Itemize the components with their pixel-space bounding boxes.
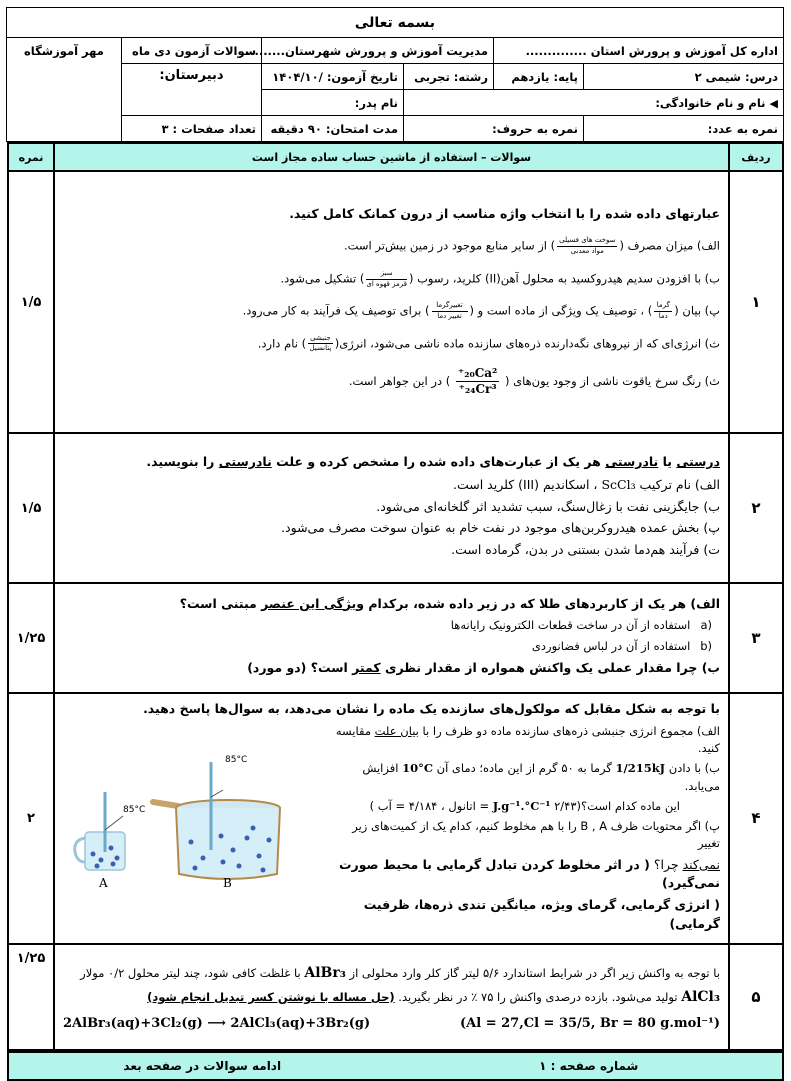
question-number: ۴ bbox=[729, 693, 783, 944]
item-a: الف) نام ترکیب ScCl₃ ، اسکاندیم (III) کلرید است. bbox=[453, 476, 720, 492]
exam-page bbox=[7, 7, 784, 1081]
question-row-5 bbox=[8, 944, 783, 1050]
reaction-equation: 2AlBr₃(aq)+3Cl₂(g) ⟶ 2AlCl₃(aq)+3Br₂(g) bbox=[63, 1015, 371, 1031]
choice-fraction[interactable]: $\frac{\text{سبز}}{\text{قرمز قهوه ای}}$ bbox=[366, 268, 407, 288]
problem-line-2: AlCl₃ تولید می‌شود. بازده درصدی واکنش را ۷۵ ٪ در نظر بگیرید. (حل مساله با نوشتن کسر تبدیل انجام شود) bbox=[147, 988, 720, 1005]
choice-fraction[interactable]: $\frac{\text{جنبشی}}{\text{پتانسیل}}$ bbox=[309, 333, 332, 353]
question-body bbox=[54, 944, 729, 1050]
student-name-label: نام و نام خانوادگی: bbox=[655, 95, 766, 110]
questions-table bbox=[7, 142, 784, 1051]
course-field: درس: شیمی ۲ bbox=[584, 64, 784, 90]
score-number-field[interactable]: نمره به عدد: bbox=[584, 116, 784, 142]
exam-title: سوالات آزمون دی ماه bbox=[122, 38, 262, 64]
question-body bbox=[54, 693, 729, 944]
option-b: b) استفاده از آن در لباس فضانوردی bbox=[531, 638, 712, 653]
item-b-choices: این ماده کدام است؟(J.g⁻¹.°C⁻¹ ۲/۴۳ = اتانول ، ۴/۱۸۴ = آب ) bbox=[369, 798, 680, 813]
item-t: ت) فرآیند هم‌دما شدن بستنی در بدن، گرماده است. bbox=[451, 542, 720, 558]
page-number: شماره صفحه : ۱ bbox=[396, 1052, 784, 1080]
item-b: ب) با دادن 1/215kJ گرما به ۵۰ گرم از این ماده؛ دمای آن 10°C افزایش می‌یابد. bbox=[362, 761, 720, 793]
pot-b bbox=[153, 762, 280, 879]
question-row-1 bbox=[8, 171, 783, 433]
questions-column-header: سوالات – استفاده از ماشین حساب ساده مجاز است bbox=[54, 143, 729, 171]
option-a: a) استفاده از آن در ساخت قطعات الکترونیک رایانه‌ها bbox=[450, 618, 712, 633]
question-score: ۱/۲۵ bbox=[8, 944, 54, 1050]
item-p: پ) اگر محتویات ظرف B , A را با هم مخلوط کنیم، کدام یک از کمیت‌های زیر تغییر bbox=[352, 819, 720, 851]
item-b: ب) جایگزینی نفت با زغال‌سنگ، سبب تشدید اثر گلخانه‌ای می‌شود. bbox=[376, 498, 720, 514]
question-number: ۲ bbox=[729, 433, 783, 583]
exam-header bbox=[6, 7, 784, 142]
question-row-4 bbox=[8, 693, 783, 944]
item-b: ب) با افزودن سدیم هیدروکسید به محلول آهن(II) کلرید، رسوب ( $\frac{\text{سبز}}{\text{قرمز قهوه ای}}$ ) تشکیل می‌شود. bbox=[280, 268, 720, 288]
containers-illustration bbox=[63, 732, 303, 892]
question-score: ۲ bbox=[8, 693, 54, 944]
pointer-triangle-icon: ◀ bbox=[769, 96, 778, 110]
item-th: ث) رنگ سرخ یاقوت ناشی از وجود یون‌های ( $\frac{\text{₂₀Ca²⁺}}{\text{₂₄Cr³⁺}}$ ) در این جواهر است. bbox=[348, 365, 720, 397]
temperature-label-a: 85°C bbox=[123, 805, 146, 815]
item-t: ث) انرژی‌ای که از نیروهای نگه‌دارنده ذره‌های سازنده ماده ناشی می‌شود، انرژی( $\frac{\text{جنبشی}}{\text{پتانسیل}}$ ) نام دارد. bbox=[257, 333, 720, 353]
province-office: اداره کل آموزش و پرورش استان .............. bbox=[494, 38, 784, 64]
row-column-header: ردیف bbox=[729, 143, 783, 171]
mug-a bbox=[75, 792, 125, 870]
question-number: ۱ bbox=[729, 171, 783, 433]
score-words-field[interactable]: نمره به حروف: bbox=[404, 116, 584, 142]
school-name-field: دبیرستان: bbox=[122, 64, 262, 116]
part-a-title: الف) هر یک از کاربردهای طلا که در زیر داده شده، برکدام ویژگی این عنصر مبتنی است؟ bbox=[179, 595, 720, 611]
question-title: با توجه به شکل مقابل که مولکول‌های سازنده یک ماده را نشان می‌دهد، به سوال‌ها پاسخ دهید. bbox=[143, 701, 720, 716]
part-b-title: ب) چرا مقدار عملی یک واکنش همواره از مقدار نظری کمتر است؟ (دو مورد) bbox=[247, 659, 720, 675]
reaction-equation-row bbox=[63, 1014, 720, 1034]
header-title: بسمه تعالی bbox=[6, 8, 783, 38]
question-body bbox=[54, 171, 729, 433]
choice-fraction[interactable]: $\frac{\text{گرما}}{\text{دما}}$ bbox=[654, 302, 672, 320]
page-count: تعداد صفحات : ۳ bbox=[122, 116, 262, 142]
problem-line-1: با توجه به واکنش زیر اگر در شرایط استاندارد ۵/۶ لیتر گاز کلر وارد محلولی از AlBr₃ با غلظت کافی شود، چند لیتر محلول ۰/۲ مولار bbox=[80, 964, 720, 981]
city-office: مدیریت آموزش و پرورش شهرستان......... bbox=[262, 38, 494, 64]
score-column-header: نمره bbox=[8, 143, 54, 171]
question-number: ۵ bbox=[729, 944, 783, 1050]
choice-fraction[interactable]: $\frac{\text{سوخت های فسیلی}}{\text{مواد معدنی}}$ bbox=[559, 236, 616, 256]
question-title: عبارتهای داده شده را با انتخاب واژه مناسب از درون کمانک کامل کنید. bbox=[289, 205, 720, 221]
question-row-2 bbox=[8, 433, 783, 583]
question-number: ۳ bbox=[729, 583, 783, 693]
item-p: پ) بخش عمده هیدروکربن‌های موجود در نفت خام به عنوان سوخت مصرف می‌شود. bbox=[281, 520, 720, 536]
options-list bbox=[63, 617, 720, 655]
grade-field: پایه: یازدهم bbox=[494, 64, 584, 90]
item-p-cont: نمی‌کند چرا؟ ( در اثر مخلوط کردن تبادل گرمایی با محیط صورت نمی‌گیرد) bbox=[338, 856, 720, 891]
question-body bbox=[54, 433, 729, 583]
question-score: ۱/۲۵ bbox=[8, 583, 54, 693]
question-body bbox=[54, 583, 729, 693]
school-stamp: مهر آموزشگاه bbox=[6, 38, 121, 142]
item-p-options: ( انرژی گرمایی، گرمای ویژه، میانگین تندی ذره‌ها، ظرفیت گرمایی) bbox=[363, 897, 720, 931]
question-score: ۱/۵ bbox=[8, 171, 54, 433]
exam-duration: مدت امتحان: ۹۰ دقیقه bbox=[262, 116, 404, 142]
container-label-b: B bbox=[223, 876, 232, 890]
father-name-field[interactable]: نام پدر: bbox=[262, 90, 404, 116]
temperature-label-b: 85°C bbox=[225, 755, 248, 765]
choice-fraction[interactable]: $\frac{\text{تغییرگرما}}{\text{تغییر دما}}$ bbox=[432, 302, 468, 320]
student-name-field[interactable] bbox=[404, 90, 784, 116]
study-field: رشته: تجربی bbox=[404, 64, 494, 90]
molar-masses: (Al = 27,Cl = 35/5, Br = 80 g.mol⁻¹) bbox=[460, 1015, 720, 1031]
container-label-a: A bbox=[99, 876, 108, 890]
item-a: الف) میزان مصرف ( $\frac{\text{سوخت های فسیلی}}{\text{مواد معدنی}}$ ) از سایر منابع موجود در زمین بیش‌تر است. bbox=[343, 236, 720, 256]
page-footer bbox=[7, 1051, 784, 1081]
containers-figure bbox=[63, 732, 303, 892]
choice-fraction[interactable]: $\frac{\text{₂₀Ca²⁺}}{\text{₂₄Cr³⁺}}$ bbox=[457, 365, 498, 397]
question-title: درستی یا نادرستی هر یک از عبارت‌های داده شده را مشخص کرده و علت نادرستی را بنویسید. bbox=[146, 454, 720, 470]
item-a: الف) مجموع انرژی جنبشی ذره‌های سازنده ماده دو ظرف را با بیان علت مقایسه کنید. bbox=[335, 723, 720, 755]
item-p: پ) بیان ( $\frac{\text{گرما}}{\text{دما}}$ ) ، توصیف یک ویژگی از ماده است و ( $\frac{\text{تغییرگرما}}{\text{تغییر دما}}$ ) برای توصیف یک فرآیند به کار می‌رود. bbox=[242, 301, 720, 320]
question-score: ۱/۵ bbox=[8, 433, 54, 583]
exam-date: تاریخ آزمون: /۱۴۰۴/۱۰ bbox=[262, 64, 404, 90]
continue-note: ادامه سوالات در صفحه بعد bbox=[8, 1052, 396, 1080]
question-row-3 bbox=[8, 583, 783, 693]
